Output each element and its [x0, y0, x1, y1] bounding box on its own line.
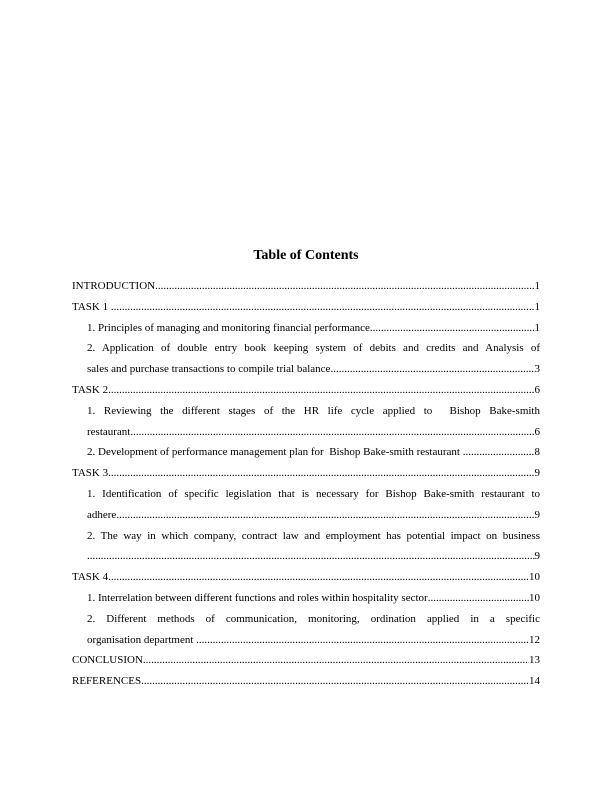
dot-leader: [196, 630, 529, 651]
dot-leader: [108, 463, 534, 484]
toc-entry-text-line-1: 1. Identification of specific legislation that is necessary for Bishop Bake-smith restaurant to: [87, 487, 540, 500]
toc-entry-text-line-2: adhere: [87, 508, 117, 521]
toc-page-number: 10: [529, 571, 540, 584]
dot-leader: [155, 276, 534, 297]
toc-page-number: 1: [534, 321, 540, 334]
toc-entry-task-1-item-1[interactable]: [72, 318, 540, 339]
toc-entry-introduction[interactable]: [72, 276, 540, 297]
dot-leader: [130, 422, 534, 443]
dot-leader: [87, 546, 535, 567]
dot-leader: [143, 650, 529, 671]
toc-page-number: 6: [534, 383, 540, 396]
toc-entry-text: INTRODUCTION: [72, 280, 156, 292]
toc-page-number: 3: [534, 363, 540, 376]
dot-leader: [370, 318, 535, 339]
toc-entry-conclusion[interactable]: [72, 650, 540, 671]
toc-entry-text: TASK 1: [72, 300, 111, 313]
toc-entry-text-line-2: organisation department: [87, 633, 197, 646]
toc-entry-task-1[interactable]: [72, 297, 540, 318]
toc-entry-text: 2. Development of performance management plan for Bishop Bake-smith restaurant: [87, 446, 463, 459]
dot-leader: [463, 442, 535, 463]
toc-page-number: 6: [534, 425, 540, 438]
toc-entry-text: CONCLUSION: [72, 654, 143, 667]
toc-entry-task-2[interactable]: [72, 380, 540, 401]
toc-entry-task-1-item-2[interactable]: [72, 338, 540, 380]
toc-entry-task-4-item-1[interactable]: [72, 588, 540, 609]
toc-page-number: 1: [534, 300, 540, 313]
toc-entry-text: TASK 3: [72, 467, 109, 480]
toc-entry-text: 1. Principles of managing and monitoring financial performance: [87, 321, 370, 334]
dot-leader: [108, 380, 534, 401]
toc-entry-text: REFERENCES: [72, 675, 142, 688]
toc-entry-text: TASK 4: [72, 571, 109, 584]
toc-entry-text-line-1: 2. Different methods of communication, monitoring, ordination applied in a specific: [87, 612, 540, 625]
toc-entry-text: TASK 2: [72, 383, 109, 396]
toc-page-number: 13: [529, 654, 540, 667]
toc-page-number: 8: [534, 446, 540, 459]
toc-page-number: 14: [529, 675, 540, 688]
dot-leader: [330, 359, 534, 380]
table-of-contents: [72, 246, 540, 692]
toc-entry-text: 1. Interrelation between different functions and roles within hospitality sector: [87, 591, 428, 604]
toc-entry-text-line-1: 2. The way in which company, contract law and employment has potential impact on business: [87, 529, 540, 542]
toc-page-number: 10: [529, 591, 540, 604]
dot-leader: [116, 505, 534, 526]
toc-entry-task-4-item-2[interactable]: [72, 609, 540, 651]
toc-page-number: 9: [534, 467, 540, 480]
toc-page-number: 12: [529, 633, 540, 646]
toc-title: Table of Contents: [253, 248, 359, 263]
toc-entry-text-line-2: restaurant: [87, 425, 131, 438]
dot-leader: [111, 297, 535, 318]
toc-entry-references[interactable]: [72, 671, 540, 692]
toc-entry-task-3[interactable]: [72, 463, 540, 484]
toc-page-number: 1: [534, 280, 540, 292]
toc-entry-text-line-1: 1. Reviewing the different stages of the HR life cycle applied to Bishop Bake-smith: [87, 404, 540, 417]
toc-entry-task-2-item-2[interactable]: [72, 442, 540, 463]
toc-page-number: 9: [534, 508, 540, 521]
dot-leader: [141, 671, 529, 692]
toc-entry-task-2-item-1[interactable]: [72, 401, 540, 443]
toc-entry-task-3-item-2[interactable]: [72, 526, 540, 568]
toc-page-number: 9: [534, 550, 540, 563]
toc-entry-task-3-item-1[interactable]: [72, 484, 540, 526]
toc-entry-task-4[interactable]: [72, 567, 540, 588]
dot-leader: [108, 567, 529, 588]
toc-entry-text-line-2: sales and purchase transactions to compile trial balance: [87, 363, 331, 376]
dot-leader: [428, 588, 529, 609]
toc-entry-text-line-1: 2. Application of double entry book keeping system of debits and credits and Analysis of: [87, 342, 540, 355]
